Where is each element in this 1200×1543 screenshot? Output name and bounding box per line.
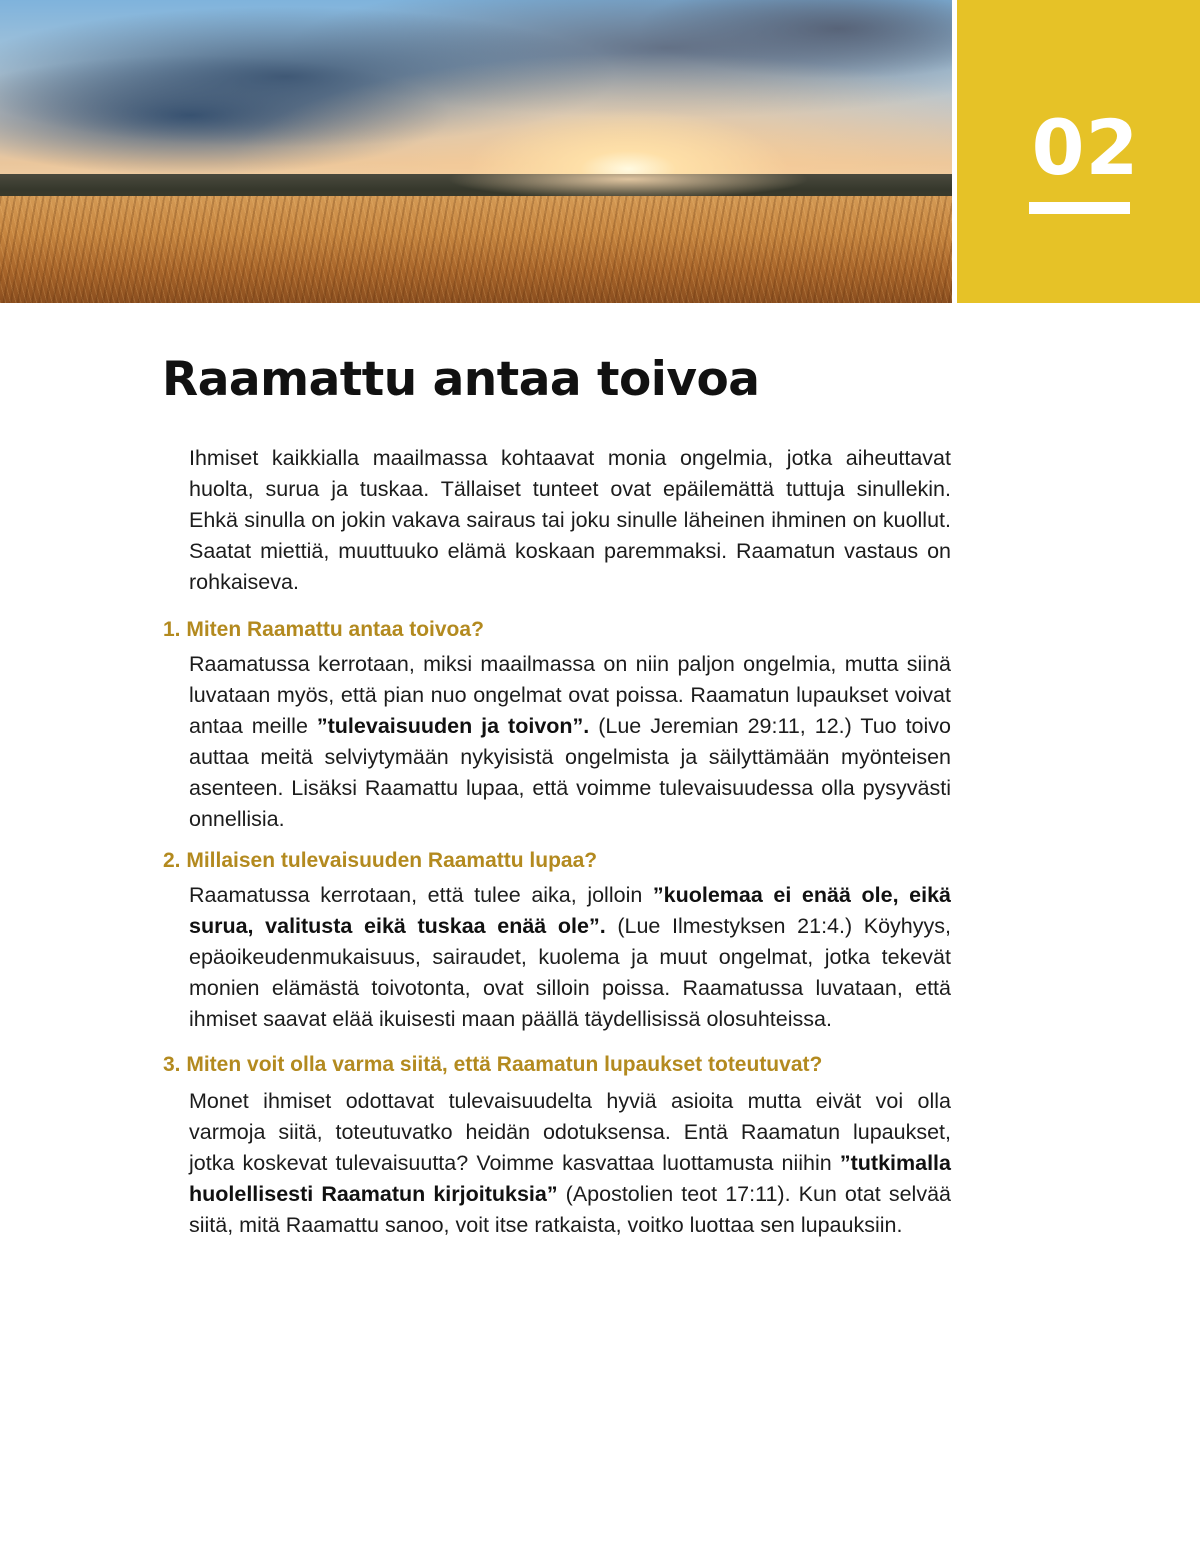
section-text: (Lue Jeremian 29:11, 12.) Tuo toivo auttaa meitä selviytymään nykyisistä ongelmista ja säilyttämään myönteisen asenteen. Lisäksi Raamattu lupaa, että voimme tulevaisuudessa olla pysyvästi onnellisia. [189, 714, 951, 831]
bold-quote: ”tutkimalla huolellisesti Raamatun kirjoituksia” [189, 1151, 951, 1206]
section-text: (Lue Ilmestyksen 21:4.) Köyhyys, epäoikeudenmukaisuus, sairaudet, kuolema ja muut ongelmat, jotka tekevät monien elämästä toivotonta, ovat silloin poissa. Raamatussa luvataan, että ihmiset saavat elää ikuisesti maan päällä täydellisissä olosuhteissa. [189, 914, 951, 1031]
section-heading-3: 3. Miten voit olla varma siitä, että Raamatun lupaukset toteutuvat? [163, 1053, 823, 1076]
intro-paragraph: Ihmiset kaikkialla maailmassa kohtaavat monia ongelmia, jotka aiheuttavat huolta, surua ja tuskaa. Tällaiset tunteet ovat epäilemättä tuttuja sinullekin. Ehkä sinulla on jokin vakava sairaus tai joku sinulle läheinen ihminen on kuollut. Saatat miettiä, muuttuuko elämä koskaan paremmaksi. Raamatun vastaus on rohkaiseva. [189, 446, 951, 594]
section-text: (Apostolien teot 17:11). Kun otat selvää siitä, mitä Raamattu sanoo, voit itse ratkaista, voitko luottaa sen lupauksiin. [189, 1182, 951, 1237]
section-text: Raamatussa kerrotaan, että tulee aika, jolloin [189, 883, 653, 907]
chapter-underline [1029, 202, 1130, 214]
section-text: Monet ihmiset odottavat tulevaisuudelta hyviä asioita mutta eivät voi olla varmoja siitä, toteutuvatko heidän odotuksensa. Entä Raamatun lupaukset, jotka koskevat tulevaisuutta? Voimme kasvattaa luottamusta niihin [189, 1089, 951, 1175]
section-heading-1: 1. Miten Raamattu antaa toivoa? [163, 618, 484, 641]
chapter-number-box [957, 0, 1200, 303]
section-paragraph-2 [189, 880, 951, 1035]
section-paragraph-3 [189, 1086, 951, 1241]
bold-quote: ”kuolemaa ei enää ole, eikä surua, valitusta eikä tuskaa enää ole”. [189, 883, 951, 938]
page-title: Raamattu antaa toivoa [162, 352, 760, 407]
section-paragraph-1 [189, 649, 951, 835]
section-heading-2: 2. Millaisen tulevaisuuden Raamattu lupaa? [163, 849, 598, 872]
chapter-number: 02 [1031, 103, 1140, 192]
bold-quote: ”tulevaisuuden ja toivon”. [316, 714, 590, 738]
section-text: Raamatussa kerrotaan, miksi maailmassa on niin paljon ongelmia, mutta siinä luvataan myös, että pian nuo ongelmat ovat poissa. Raamatun lupaukset voivat antaa meille [189, 652, 951, 738]
sunset-sky [0, 0, 952, 192]
wheat-field [0, 196, 952, 303]
hero-photo [0, 0, 952, 303]
